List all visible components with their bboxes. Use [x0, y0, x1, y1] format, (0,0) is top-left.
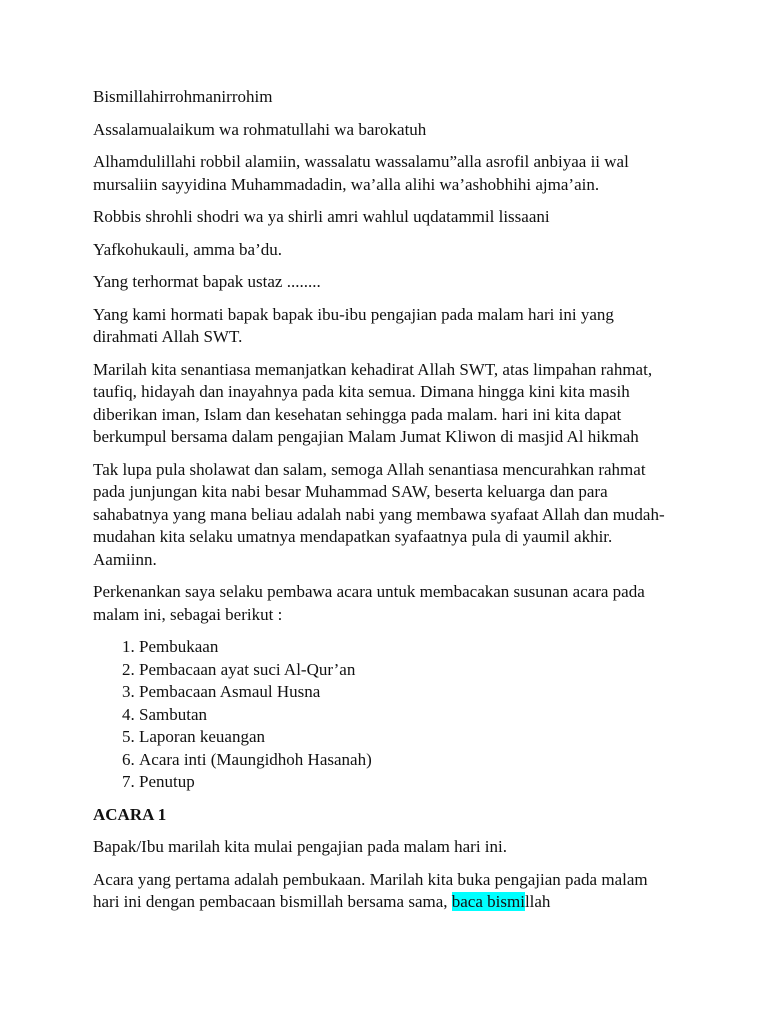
agenda-item: 3. Pembacaan Asmaul Husna: [139, 681, 668, 704]
paragraph-hormati: Yang kami hormati bapak bapak ibu-ibu pengajian pada malam hari ini yang dirahmati Allah SWT.: [93, 304, 614, 346]
paragraph-hamdalah: Alhamdulillahi robbil alamiin, wassalatu wassalamu”alla asrofil anbiyaa ii wal mursaliin sayyidina Muhammadadin, wa’alla alihi wa’ashobhihi ajma’ain.: [93, 152, 629, 194]
paragraph-robbis: Robbis shrohli shodri wa ya shirli amri wahlul uqdatammil lissaani: [93, 207, 550, 226]
section-paragraph-2-text: Acara yang pertama adalah pembukaan. Marilah kita buka pengajian pada malam hari ini dengan pembacaan bismillah bersama sama,: [93, 869, 648, 911]
section-paragraph-1: Bapak/Ibu marilah kita mulai pengajian pada malam hari ini.: [93, 837, 508, 856]
agenda-item: 7. Penutup: [139, 771, 668, 794]
paragraph-sholawat: Tak lupa pula sholawat dan salam, semoga Allah senantiasa mencurahkan rahmat pada junjungan kita nabi besar Muhammad SAW, beserta keluarga dan para sahabatnya yang mana beliau adalah nabi yang membawa syafaat Allah dan mudah-mudahan kita selaku umatnya mendapatkan syafaatnya pula di yaumil akhir. Aamiinn.: [93, 459, 665, 569]
paragraph-bismillah: Bismillahirrohmanirrohim: [93, 87, 273, 106]
paragraph-perkenankan: Perkenankan saya selaku pembawa acara untuk membacakan susunan acara pada malam ini, sebagai berikut :: [93, 582, 645, 624]
paragraph-amma-badu: Yafkohukauli, amma ba’du.: [93, 239, 283, 259]
agenda-item: 6. Acara inti (Maungidhoh Hasanah): [139, 749, 668, 772]
agenda-item: 4. Sambutan: [139, 704, 668, 727]
section-paragraph-2: [93, 869, 668, 914]
paragraph-salam: Assalamualaikum wa rohmatullahi wa barokatuh: [93, 119, 427, 139]
agenda-item: 2. Pembacaan ayat suci Al-Qur’an: [139, 659, 668, 682]
paragraph-ustaz: Yang terhormat bapak ustaz ........: [93, 272, 321, 291]
agenda-list: [93, 636, 668, 794]
agenda-item: 5. Laporan keuangan: [139, 726, 668, 749]
paragraph-marilah: Marilah kita senantiasa memanjatkan kehadirat Allah SWT, atas limpahan rahmat, taufiq, hidayah dan inayahnya pada kita semua. Dimana hingga kini kita masih diberikan iman, Islam dan kesehatan sehingga pada malam. hari ini kita dapat berkumpul bersama dalam pengajian Malam Jumat Kliwon di masjid Al hikmah: [93, 359, 653, 446]
highlighted-text: baca bismi: [451, 892, 525, 911]
section-paragraph-2-tail: llah: [524, 892, 551, 911]
agenda-item: 1. Pembukaan: [139, 636, 668, 659]
section-heading: ACARA 1: [93, 804, 167, 824]
